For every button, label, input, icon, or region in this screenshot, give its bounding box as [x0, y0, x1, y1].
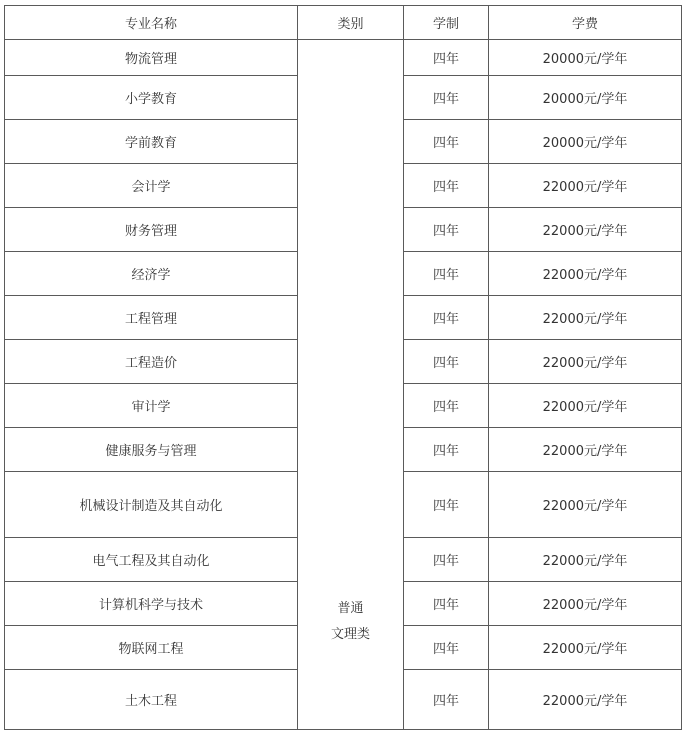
- duration: 四年: [404, 626, 489, 670]
- header-duration: 学制: [404, 6, 489, 40]
- major-name: 学前教育: [5, 120, 298, 164]
- fee: 22000元/学年: [489, 164, 682, 208]
- category-cell: [298, 40, 404, 730]
- fee: 20000元/学年: [489, 40, 682, 76]
- duration: 四年: [404, 582, 489, 626]
- duration: 四年: [404, 428, 489, 472]
- fee: 20000元/学年: [489, 120, 682, 164]
- major-name: 物流管理: [5, 40, 298, 76]
- duration: 四年: [404, 670, 489, 730]
- fee: 22000元/学年: [489, 384, 682, 428]
- duration: 四年: [404, 296, 489, 340]
- major-name: 健康服务与管理: [5, 428, 298, 472]
- major-name: 会计学: [5, 164, 298, 208]
- major-name: 计算机科学与技术: [5, 582, 298, 626]
- major-name: 土木工程: [5, 670, 298, 730]
- fee: 22000元/学年: [489, 670, 682, 730]
- fee: 22000元/学年: [489, 252, 682, 296]
- fee: 22000元/学年: [489, 582, 682, 626]
- fee: 22000元/学年: [489, 296, 682, 340]
- table-header-row: [5, 6, 682, 40]
- duration: 四年: [404, 472, 489, 538]
- major-name: 工程造价: [5, 340, 298, 384]
- fee: 22000元/学年: [489, 428, 682, 472]
- duration: 四年: [404, 538, 489, 582]
- major-name: 机械设计制造及其自动化: [5, 472, 298, 538]
- duration: 四年: [404, 40, 489, 76]
- fee: 22000元/学年: [489, 208, 682, 252]
- category-line: 文理类: [330, 627, 370, 642]
- duration: 四年: [404, 164, 489, 208]
- category-line: 普通: [337, 601, 364, 616]
- header-major: 专业名称: [5, 6, 298, 40]
- major-name: 审计学: [5, 384, 298, 428]
- fee: 22000元/学年: [489, 340, 682, 384]
- fee: 20000元/学年: [489, 76, 682, 120]
- fee: 22000元/学年: [489, 626, 682, 670]
- duration: 四年: [404, 252, 489, 296]
- major-name: 工程管理: [5, 296, 298, 340]
- duration: 四年: [404, 384, 489, 428]
- major-name: 电气工程及其自动化: [5, 538, 298, 582]
- duration: 四年: [404, 208, 489, 252]
- major-name: 小学教育: [5, 76, 298, 120]
- major-name: 财务管理: [5, 208, 298, 252]
- header-fee: 学费: [489, 6, 682, 40]
- tuition-table: [4, 5, 682, 730]
- duration: 四年: [404, 76, 489, 120]
- table-row: [5, 40, 682, 76]
- duration: 四年: [404, 120, 489, 164]
- fee: 22000元/学年: [489, 538, 682, 582]
- major-name: 物联网工程: [5, 626, 298, 670]
- duration: 四年: [404, 340, 489, 384]
- fee: 22000元/学年: [489, 472, 682, 538]
- major-name: 经济学: [5, 252, 298, 296]
- header-category: 类别: [298, 6, 404, 40]
